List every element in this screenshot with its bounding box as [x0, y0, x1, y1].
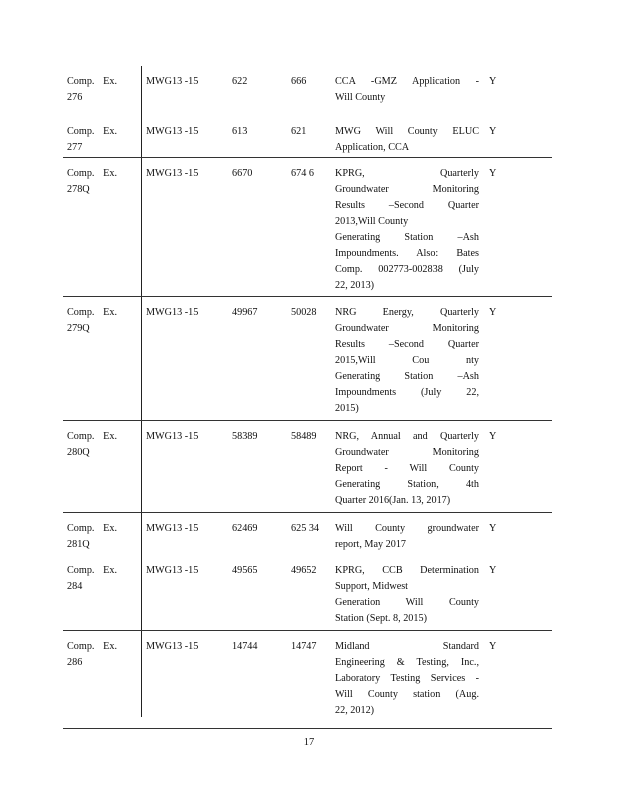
exhibit-id: Comp. Ex. 278Q — [67, 168, 117, 195]
flag: Y — [489, 565, 497, 576]
flag: Y — [489, 76, 497, 87]
doc-prefix: MWG13 -15 — [146, 641, 199, 652]
bates-end: 14747 — [291, 641, 317, 652]
exhibit-id: Comp. Ex. 280Q — [67, 431, 117, 458]
bates-end: 625 34 — [291, 523, 320, 534]
doc-prefix: MWG13 -15 — [146, 431, 199, 442]
bates-end: 621 — [291, 126, 307, 137]
flag: Y — [489, 641, 497, 652]
bates-begin: 49565 — [232, 565, 258, 576]
description: KPRG, Quarterly Groundwater Monitoring Results –Second Quarter 2013,Will County Generating Station –Ash Impoundments. Also: Bates Comp. 002773-002838 (July 22, 2013) — [335, 168, 479, 291]
exhibit-id: Comp. Ex. 276 — [67, 76, 117, 103]
description: Will County groundwater report, May 2017 — [335, 523, 479, 550]
description: KPRG, CCB Determination Support, Midwest Generation Will County Station (Sept. 8, 2015) — [335, 565, 479, 624]
table-row — [63, 158, 552, 297]
bates-begin: 58389 — [232, 431, 258, 442]
doc-prefix: MWG13 -15 — [146, 565, 199, 576]
flag: Y — [489, 126, 497, 137]
flag: Y — [489, 431, 497, 442]
bates-end: 666 — [291, 76, 307, 87]
description: MWG Will County ELUC Application, CCA — [335, 126, 479, 153]
exhibit-table — [63, 66, 552, 729]
doc-prefix: MWG13 -15 — [146, 76, 199, 87]
doc-prefix: MWG13 -15 — [146, 126, 199, 137]
table-row — [63, 421, 552, 513]
bates-end: 50028 — [291, 307, 317, 318]
table-row — [63, 555, 552, 631]
bates-begin: 613 — [232, 126, 248, 137]
table-row — [63, 297, 552, 421]
exhibit-id: Comp. Ex. 277 — [67, 126, 117, 153]
description: NRG, Annual and Quarterly Groundwater Monitoring Report - Will County Generating Station, 4th Quarter 2016(Jan. 13, 2017) — [335, 431, 479, 506]
table-row — [63, 631, 552, 729]
doc-prefix: MWG13 -15 — [146, 307, 199, 318]
exhibit-id: Comp. Ex. 281Q — [67, 523, 117, 550]
table-row — [63, 66, 552, 116]
bates-begin: 49967 — [232, 307, 258, 318]
exhibit-id: Comp. Ex. 284 — [67, 565, 117, 592]
flag: Y — [489, 168, 497, 179]
bates-end: 674 6 — [291, 168, 314, 179]
description: NRG Energy, Quarterly Groundwater Monitoring Results –Second Quarter 2015,Will Cou nty Generating Station –Ash Impoundments (July 22, 2015) — [335, 307, 479, 414]
bates-begin: 622 — [232, 76, 248, 87]
doc-prefix: MWG13 -15 — [146, 168, 199, 179]
description: CCA -GMZ Application - Will County — [335, 76, 479, 103]
bates-begin: 62469 — [232, 523, 258, 534]
page-number: 17 — [303, 737, 315, 748]
doc-prefix: MWG13 -15 — [146, 523, 199, 534]
exhibit-id: Comp. Ex. 286 — [67, 641, 117, 668]
bates-begin: 6670 — [232, 168, 253, 179]
bates-end: 58489 — [291, 431, 317, 442]
flag: Y — [489, 523, 497, 534]
table-row — [63, 116, 552, 158]
flag: Y — [489, 307, 497, 318]
description: Midland Standard Engineering & Testing, Inc., Laboratory Testing Services - Will County station (Aug. 22, 2012) — [335, 641, 479, 716]
bates-begin: 14744 — [232, 641, 258, 652]
table-row — [63, 513, 552, 555]
bates-end: 49652 — [291, 565, 317, 576]
exhibit-id: Comp. Ex. 279Q — [67, 307, 117, 334]
